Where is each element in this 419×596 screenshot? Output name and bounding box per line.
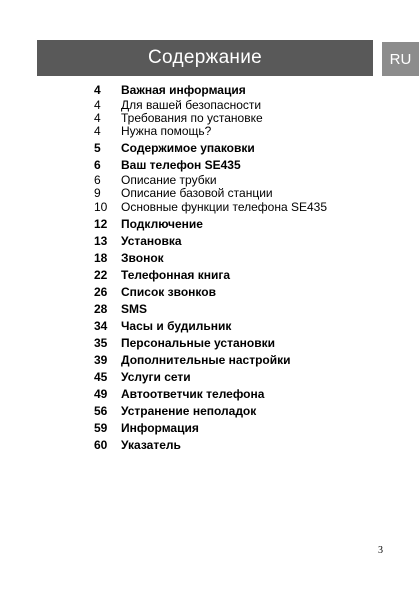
toc-entry-title: Услуги сети: [121, 370, 191, 384]
toc-page-number: 5: [94, 141, 101, 155]
toc-entry-title: Установка: [121, 234, 182, 248]
toc-page-number: 10: [94, 200, 108, 214]
toc-page-number: 34: [94, 319, 108, 333]
toc-page-number: 59: [94, 421, 108, 435]
toc-entry-title: Важная информация: [121, 83, 246, 97]
toc-entry-title: Персональные установки: [121, 336, 275, 350]
title-bar: [37, 40, 373, 76]
toc-entry-title: Нужна помощь?: [121, 124, 212, 138]
toc-page-number: 39: [94, 353, 108, 367]
toc-page-number: 4: [94, 111, 101, 125]
toc-page-number: 9: [94, 186, 101, 200]
toc-page-number: 60: [94, 438, 108, 452]
toc-entry-title: Звонок: [121, 251, 164, 265]
toc-page-number: 4: [94, 98, 101, 112]
toc-page-number: 4: [94, 83, 101, 97]
toc-entry-title: Описание трубки: [121, 173, 217, 187]
page-title: Содержание: [147, 47, 263, 68]
page-number: 3: [378, 545, 383, 556]
toc-page-number: 18: [94, 251, 108, 265]
toc-page-number: 35: [94, 336, 108, 350]
toc-entry-title: Телефонная книга: [121, 268, 231, 282]
toc-page-number: 6: [94, 173, 101, 187]
toc-entry-title: SMS: [121, 302, 148, 316]
toc-page-number: 49: [94, 387, 108, 401]
toc-page-number: 26: [94, 285, 108, 299]
toc-page-number: 12: [94, 217, 108, 231]
toc-entry-title: Содержимое упаковки: [121, 141, 255, 155]
toc-entry-title: Часы и будильник: [121, 319, 232, 333]
toc-page-number: 13: [94, 234, 108, 248]
toc-entry-title: Ваш телефон SE435: [121, 158, 241, 172]
toc-page-number: 28: [94, 302, 108, 316]
toc-entry-title: Основные функции телефона SE435: [121, 200, 328, 214]
toc-entry-title: Информация: [121, 421, 199, 435]
toc-page-number: 6: [94, 158, 101, 172]
toc-entry-title: Дополнительные настройки: [121, 353, 291, 367]
toc-page-number: 4: [94, 124, 101, 138]
toc-entry-title: Указатель: [121, 438, 181, 452]
toc-entry-title: Подключение: [121, 217, 203, 231]
toc-page-number: 45: [94, 370, 108, 384]
toc-entry-title: Описание базовой станции: [121, 186, 273, 200]
toc-entry-title: Требования по установке: [121, 111, 263, 125]
toc-entry-title: Список звонков: [121, 285, 216, 299]
toc-entry-title: Для вашей безопасности: [121, 98, 262, 112]
language-badge: RU: [382, 42, 419, 76]
toc-page-number: 22: [94, 268, 108, 282]
toc-entry-title: Автоответчик телефона: [121, 387, 265, 401]
toc-page-number: 56: [94, 404, 108, 418]
toc-entry-title: Устранение неполадок: [121, 404, 257, 418]
